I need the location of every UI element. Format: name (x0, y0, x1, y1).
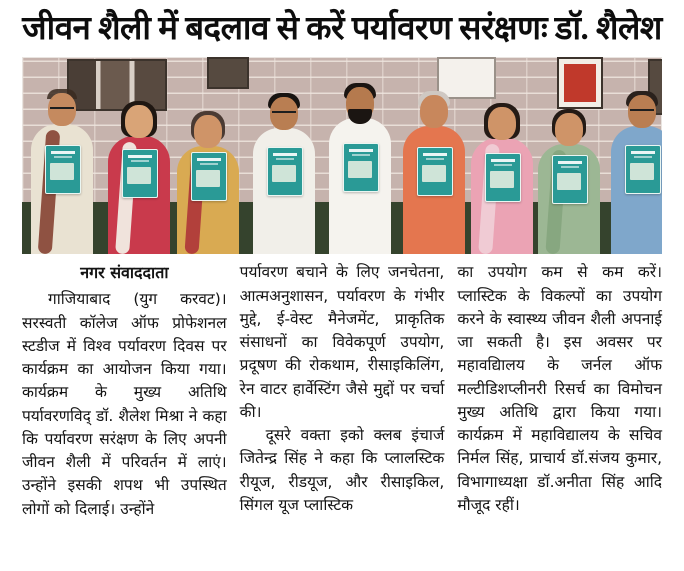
booklet-cover-art (490, 171, 514, 188)
article-column-3 (457, 261, 662, 521)
booklet (267, 147, 303, 196)
person (172, 104, 244, 254)
booklet (625, 145, 661, 194)
booklet-cover-art (630, 163, 654, 180)
booklet-cover-art (272, 165, 296, 182)
person (248, 86, 320, 254)
glasses (630, 109, 654, 117)
paragraph: दूसरे वक्ता इको क्लब इंचार्ज जितेन्द्र सिंह ने कहा कि प्लालस्टिक रीयूज, रीडयूज, और रीसाइकिल, सिंगल यूज प्लास्टिक (239, 426, 445, 514)
person-face (488, 107, 516, 140)
article-headline: जीवन शैली में बदलाव से करें पर्यावरण सरंक्षणः डॉ. शैलेश (22, 11, 662, 47)
wall-picture-frame (207, 57, 249, 89)
booklet-cover-art (50, 163, 74, 180)
article-body (0, 261, 684, 521)
glasses (50, 107, 74, 115)
news-photo (22, 57, 662, 254)
person-face (420, 95, 448, 128)
booklet-cover-art (348, 161, 372, 178)
booklet (45, 145, 81, 194)
paragraph: पर्यावरण बचाने के लिए जनचेतना, आत्मअनुशासन, पर्यावरण के गंभीर मुद्दे, ई-वेस्ट मैनेजमेंट, प्राकृतिक संसाधनों का विवेकपूर्ण उपयोग, प्रदूषण की रोकथाम, रीसाइकिलिंग, रेन वाटर हार्वेस्टिंग जैसे मुद्दों पर चर्चा की। (239, 263, 445, 421)
person-face (125, 105, 153, 138)
booklet (191, 152, 227, 201)
person (466, 96, 538, 254)
booklet (552, 155, 588, 204)
booklet (343, 143, 379, 192)
article-column-2 (240, 261, 445, 521)
person (533, 102, 605, 254)
booklet (122, 149, 158, 198)
person-face (194, 115, 222, 148)
glasses (272, 111, 296, 119)
booklet-cover-art (557, 173, 581, 190)
person-face (555, 113, 583, 146)
person (606, 84, 662, 254)
booklet-cover-art (196, 170, 220, 187)
booklet (485, 153, 521, 202)
person (398, 84, 470, 254)
person (324, 76, 396, 254)
person (103, 94, 175, 254)
article-column-1 (22, 261, 227, 521)
booklet-cover-art (127, 167, 151, 184)
paragraph: गाजियाबाद (युग करवट)। सरस्वती कॉलेज ऑफ प्रोफेशनल स्टडीज में विश्व पर्यावरण दिवस पर कार्यक्रम का आयोजन किया गया। कार्यक्रम के मुख्य अतिथि पर्यावरणविद् डॉ. शैलेश मिश्रा ने कहा कि पर्यावरण सरंक्षण के लिए अपनी जीवन शैली में परिवर्तन में लाएं। उन्होंने इसकी शपथ भी उपस्थित लोगों को दिलाई। उन्होंने (22, 290, 227, 518)
booklet (417, 147, 453, 196)
booklet-cover-art (422, 165, 446, 182)
paragraph: का उपयोग कम से कम करें। प्लास्टिक के विकल्पों का उपयोग करने के स्वास्थ्य जीवन शैली अपनाई जा सकती है। इस अवसर पर महावद्यिालय के जर्नल ऑफ मल्टीडिशप्लीनरी रिसर्च का विमोचन मुख्य अतिथि द्वारा किया गया। कार्यक्रम में महाविद्यालय के सचिव निर्मल सिंह, प्राचार्य डॉ.संजय कुमार, विभागाध्यक्षा डॉ.अनीता सिंह आदि मौजूद रहीं। (457, 263, 663, 514)
byline: नगर संवाददाता (80, 263, 169, 283)
person (26, 82, 98, 254)
